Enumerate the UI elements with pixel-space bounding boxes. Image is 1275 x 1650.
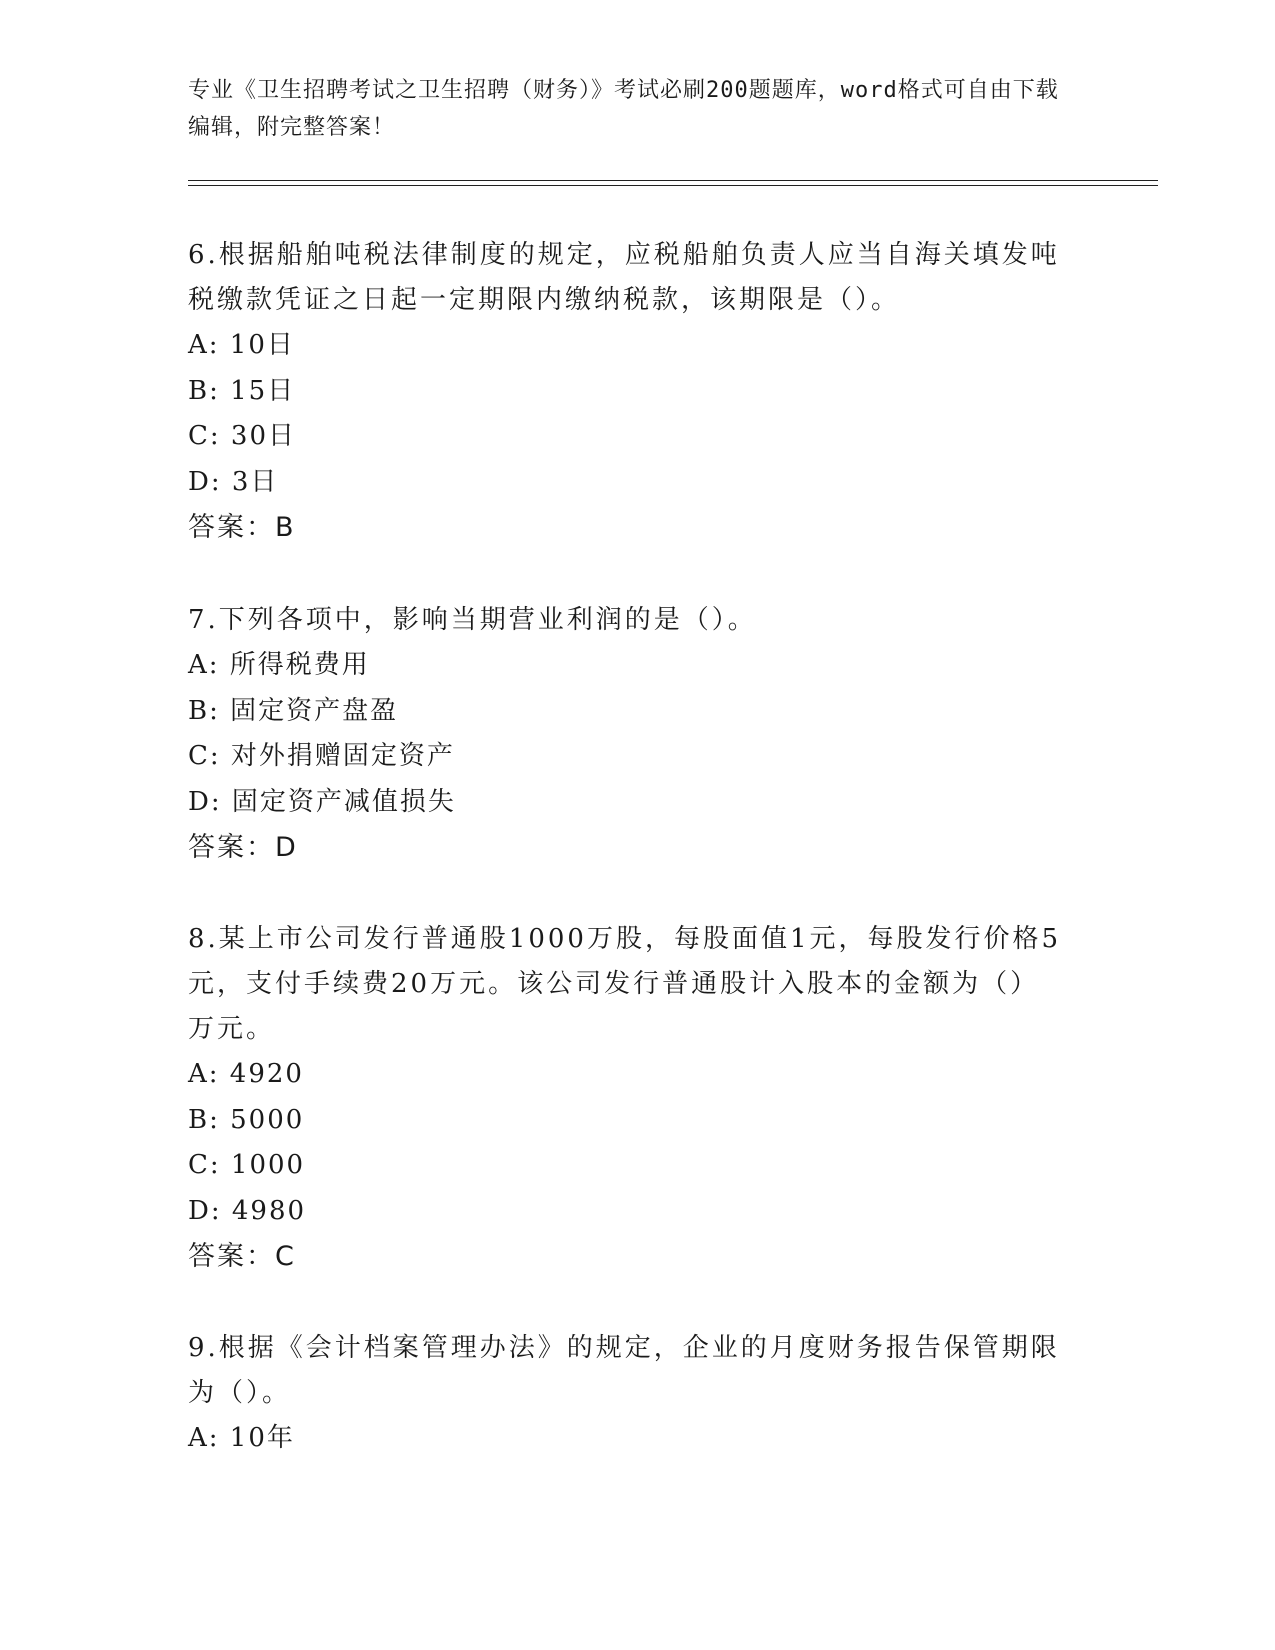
option-a: A: 10年	[188, 1423, 295, 1453]
document-header: 专业《卫生招聘考试之卫生招聘（财务）》考试必刷200题题库，word格式可自由下载编辑，附完整答案！	[188, 78, 1059, 140]
question-stem: 7.下列各项中，影响当期营业利润的是（）。	[188, 605, 757, 635]
option-c: C: 1000	[188, 1150, 306, 1180]
question-7	[188, 598, 1068, 871]
question-stem: 9.根据《会计档案管理办法》的规定，企业的月度财务报告保管期限为（）。	[188, 1333, 1060, 1408]
answer: 答案：B	[188, 512, 296, 543]
question-6	[188, 233, 1068, 551]
question-stem: 8.某上市公司发行普通股1000万股，每股面值1元，每股发行价格5元，支付手续费20万元。该公司发行普通股计入股本的金额为（）万元。	[188, 924, 1062, 1044]
answer: 答案：D	[188, 832, 298, 863]
option-a: A: 4920	[188, 1059, 304, 1089]
option-c: C: 对外捐赠固定资产	[188, 741, 455, 771]
option-d: D: 固定资产减值损失	[188, 786, 456, 817]
question-9	[188, 1326, 1068, 1462]
option-c: C: 30日	[188, 421, 297, 451]
option-b: B: 5000	[188, 1104, 305, 1135]
option-d: D: 4980	[188, 1195, 307, 1226]
option-b: B: 15日	[188, 375, 296, 406]
header-divider-bottom	[188, 185, 1158, 186]
question-8	[188, 917, 1068, 1280]
option-a: A: 所得税费用	[188, 650, 370, 680]
option-a: A: 10日	[188, 330, 295, 360]
question-stem: 6.根据船舶吨税法律制度的规定，应税船舶负责人应当自海关填发吨税缴款凭证之日起一定期限内缴纳税款，该期限是（）。	[188, 240, 1060, 315]
header-divider-top	[188, 180, 1158, 181]
option-d: D: 3日	[188, 466, 279, 497]
option-b: B: 固定资产盘盈	[188, 695, 399, 726]
answer: 答案：C	[188, 1241, 296, 1272]
